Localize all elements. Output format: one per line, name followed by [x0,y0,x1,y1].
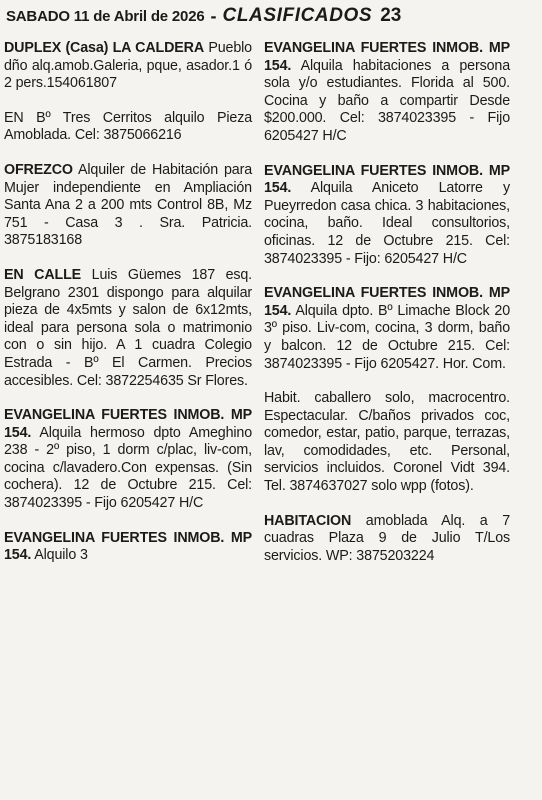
ad-lead: HABITACION [264,512,352,529]
ad-lead: EVANGELINA FUERTES INMOB. MP 154. [264,285,510,319]
ad-text: Alquiler de Habitación para Mujer independiente en Ampliación Santa Ana 2 a 200 mts Control 8B, Mz 751 - Casa 3 . Sra. Patricia. 3875183168 [4,161,252,249]
right-column [264,40,510,582]
classified-ad [4,40,252,93]
ad-lead: EVANGELINA FUERTES INMOB. MP 154. [4,529,252,564]
ad-lead: OFREZCO [4,161,73,178]
classified-ad [4,267,252,390]
ad-lead: EVANGELINA FUERTES INMOB. MP 154. [4,407,252,441]
ad-text: Alquila hermoso dpto Ameghino 238 - 2º piso, 1 dorm c/plac, liv-com, cocina c/lavadero.Con expensas. (Sin cochera). 12 de Octubre 215. Cel: 3874023395 - Fijo 6205427 H/C [4,424,252,512]
classified-ad [264,40,510,146]
page-number: 23 [380,5,402,26]
page-header [0,0,542,32]
classified-ad [4,530,252,565]
header-separator: - [210,5,217,26]
ad-text: Alquila dpto. Bº Limache Block 20 3º piso. Liv-com, cocina, 3 dorm, baño y balcon. 12 de Octubre 215. Cel: 3874023395 - Fijo 6205427. Hor. Com. [264,302,510,372]
classified-ad [264,285,510,373]
issue-date: SABADO 11 de Abril de 2026 [6,7,205,25]
classified-ad [4,110,252,145]
ad-lead: DUPLEX (Casa) LA CALDERA [4,40,205,56]
ad-text: Alquila habitaciones a persona sola y/o estudiantes. Florida al 500. Cocina y baño a compartir Desde $200.000. Cel: 3874023395 - Fijo 6205427 H/C [264,57,510,144]
left-column [4,40,252,582]
ad-text: Habit. caballero solo, macrocentro. Espectacular. C/baños privados coc, comedor, estar, patio, parque, terrazas, lav, comodidades, etc. Personal, servicios incluidos. Coronel Vidt 394. Tel. 3874637027 solo wpp (fotos). [264,390,510,495]
ad-text: Alquilo 3 [31,547,88,564]
ad-lead: EVANGELINA FUERTES INMOB. MP 154. [264,40,510,74]
ad-text: Luis Güemes 187 esq. Belgrano 2301 dispongo para alquilar pieza de 4x5mts y salon de 6x12mts, ideal para persona sola o matrimonio con o sin hijo. A 1 cuadra Colegio Estrada - Bº El Carmen. Precios accesibles. Cel: 3872254635 Sr Flores. [4,266,252,389]
ad-text: EN Bº Tres Cerritos alquilo Pieza Amoblada. Cel: 3875066216 [4,109,252,144]
ad-lead: EN CALLE [4,266,82,283]
ad-text: Alquila Aniceto Latorre y Pueyrredon casa chica. 3 habitaciones, cocina, baño. Ideal consultorios, oficinas. 12 de Octubre 215. Cel: 3874023395 - Fijo: 6205427 H/C [264,180,510,267]
ad-text: amoblada Alq. a 7 cuadras Plaza 9 de Julio T/Los servicios. WP: 3875203224 [264,512,510,564]
classified-ad [264,163,510,269]
classified-ad [4,162,252,250]
section-title: CLASIFICADOS [222,5,373,26]
ad-text: Pueblo dño alq.amob.Galeria, pque, asador.1 ó 2 pers.154061807 [4,40,252,92]
classified-ad [264,513,510,566]
classified-ad [4,407,252,513]
ad-lead: EVANGELINA FUERTES INMOB. MP 154. [264,162,510,197]
classified-ad [264,390,510,496]
